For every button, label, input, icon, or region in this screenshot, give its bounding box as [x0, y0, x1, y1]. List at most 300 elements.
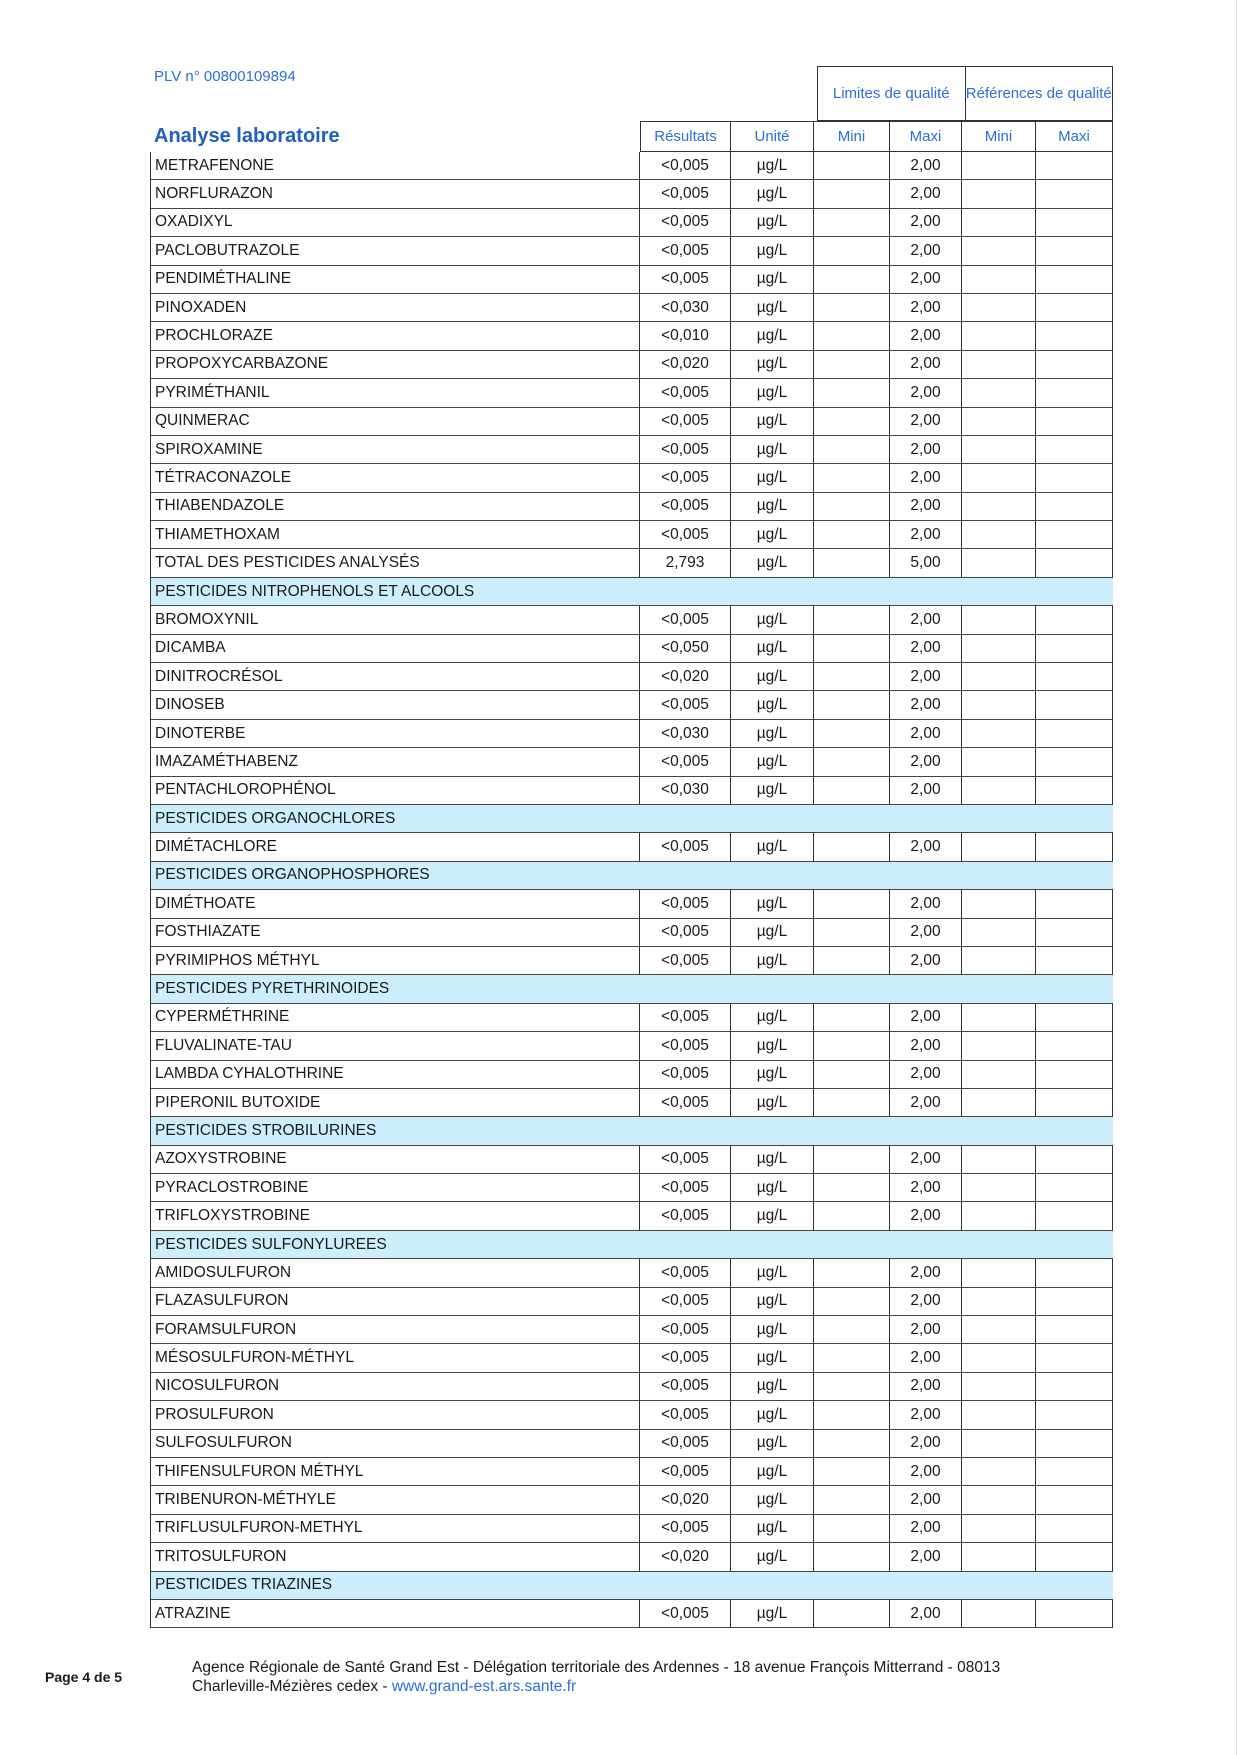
parameter-name: TRIFLUSULFURON-METHYL [150, 1515, 640, 1543]
parameter-name: PYRACLOSTROBINE [150, 1174, 640, 1202]
plv-number: PLV n° 00800109894 [154, 68, 296, 85]
result-value: <0,050 [640, 635, 731, 663]
limit-mini-value [814, 209, 890, 237]
limit-maxi-value: 2,00 [890, 493, 962, 521]
result-value: <0,030 [640, 777, 731, 805]
limit-maxi-value: 2,00 [890, 748, 962, 776]
limit-mini-value [814, 521, 890, 549]
limit-maxi-value: 2,00 [890, 833, 962, 861]
result-value: <0,005 [640, 1430, 731, 1458]
limit-mini-value [814, 1089, 890, 1117]
ref-maxi-value [1036, 322, 1113, 350]
ref-maxi-value [1036, 294, 1113, 322]
table-row [150, 152, 1113, 180]
limit-mini-value [814, 1316, 890, 1344]
ref-maxi-value [1036, 947, 1113, 975]
table-row [150, 1004, 1113, 1032]
ref-maxi-value [1036, 663, 1113, 691]
ref-mini-value [962, 294, 1036, 322]
ref-mini-value [962, 1089, 1036, 1117]
unit-value: µg/L [731, 833, 814, 861]
unit-value: µg/L [731, 663, 814, 691]
limit-maxi-value: 2,00 [890, 294, 962, 322]
result-value: <0,005 [640, 237, 731, 265]
table-row [150, 408, 1113, 436]
unit-value: µg/L [731, 1004, 814, 1032]
limit-mini-value [814, 436, 890, 464]
result-value: <0,005 [640, 379, 731, 407]
result-value: <0,020 [640, 663, 731, 691]
page-number: Page 4 de 5 [45, 1669, 123, 1685]
limit-mini-value [814, 606, 890, 634]
limit-maxi-value: 2,00 [890, 1316, 962, 1344]
parameter-name: LAMBDA CYHALOTHRINE [150, 1061, 640, 1089]
table-row [150, 379, 1113, 407]
limit-mini-value [814, 1458, 890, 1486]
table-row [150, 237, 1113, 265]
ref-mini-value [962, 833, 1036, 861]
ref-maxi-value [1036, 1288, 1113, 1316]
limit-maxi-value: 2,00 [890, 436, 962, 464]
ref-maxi-value [1036, 777, 1113, 805]
limit-maxi-value: 2,00 [890, 1146, 962, 1174]
table-row [150, 1373, 1113, 1401]
limit-maxi-value: 2,00 [890, 1061, 962, 1089]
analysis-table [150, 121, 1113, 1628]
ref-mini-value [962, 152, 1036, 180]
result-value: <0,005 [640, 1061, 731, 1089]
table-row [150, 549, 1113, 577]
limit-mini-value [814, 1486, 890, 1514]
parameter-name: THIAMETHOXAM [150, 521, 640, 549]
unit-value: µg/L [731, 180, 814, 208]
limit-mini-value [814, 152, 890, 180]
ref-maxi-value [1036, 1515, 1113, 1543]
limit-maxi-value: 2,00 [890, 1202, 962, 1230]
ref-maxi-value [1036, 1344, 1113, 1372]
ref-maxi-value [1036, 493, 1113, 521]
limit-mini-value [814, 180, 890, 208]
unit-value: µg/L [731, 691, 814, 719]
ref-mini-value [962, 322, 1036, 350]
limit-mini-value [814, 1061, 890, 1089]
ref-mini-value [962, 691, 1036, 719]
ref-mini-value [962, 1174, 1036, 1202]
ref-maxi-value [1036, 549, 1113, 577]
col-header-ref-maxi: Maxi [1036, 121, 1113, 152]
limit-mini-value [814, 266, 890, 294]
result-value: <0,020 [640, 1543, 731, 1571]
limit-maxi-value: 5,00 [890, 549, 962, 577]
ref-mini-value [962, 1373, 1036, 1401]
ref-mini-value [962, 890, 1036, 918]
parameter-name: THIFENSULFURON MÉTHYL [150, 1458, 640, 1486]
result-value: <0,010 [640, 322, 731, 350]
parameter-name: PROCHLORAZE [150, 322, 640, 350]
table-row [150, 1458, 1113, 1486]
parameter-name: TRIFLOXYSTROBINE [150, 1202, 640, 1230]
result-value: <0,005 [640, 1401, 731, 1429]
parameter-name: NORFLURAZON [150, 180, 640, 208]
limit-mini-value [814, 1032, 890, 1060]
unit-value: µg/L [731, 1146, 814, 1174]
result-value: <0,005 [640, 408, 731, 436]
table-row [150, 1259, 1113, 1287]
ref-maxi-value [1036, 748, 1113, 776]
ref-mini-value [962, 464, 1036, 492]
unit-value: µg/L [731, 1174, 814, 1202]
limit-maxi-value: 2,00 [890, 1344, 962, 1372]
limit-maxi-value: 2,00 [890, 464, 962, 492]
section-header: PESTICIDES TRIAZINES [150, 1572, 1113, 1600]
unit-value: µg/L [731, 1543, 814, 1571]
unit-value: µg/L [731, 1373, 814, 1401]
result-value: <0,005 [640, 1458, 731, 1486]
ref-maxi-value [1036, 1202, 1113, 1230]
ref-mini-value [962, 720, 1036, 748]
ref-mini-value [962, 237, 1036, 265]
limit-mini-value [814, 1515, 890, 1543]
parameter-name: TRIBENURON-MÉTHYLE [150, 1486, 640, 1514]
ref-mini-value [962, 1146, 1036, 1174]
unit-value: µg/L [731, 1344, 814, 1372]
result-value: <0,005 [640, 436, 731, 464]
limit-maxi-value: 2,00 [890, 606, 962, 634]
ref-maxi-value [1036, 919, 1113, 947]
limit-maxi-value: 2,00 [890, 266, 962, 294]
ref-maxi-value [1036, 1089, 1113, 1117]
unit-value: µg/L [731, 1316, 814, 1344]
unit-value: µg/L [731, 351, 814, 379]
parameter-name: PYRIMÉTHANIL [150, 379, 640, 407]
footer-address-line1: Agence Régionale de Santé Grand Est - Délégation territoriale des Ardennes - 18 avenue François Mitterrand - 08013 [192, 1659, 1001, 1676]
table-row [150, 180, 1113, 208]
result-value: <0,005 [640, 209, 731, 237]
parameter-name: PINOXADEN [150, 294, 640, 322]
ref-maxi-value [1036, 209, 1113, 237]
unit-value: µg/L [731, 947, 814, 975]
limit-mini-value [814, 294, 890, 322]
footer-website-link[interactable]: www.grand-est.ars.sante.fr [391, 1678, 577, 1695]
result-value: <0,020 [640, 1486, 731, 1514]
parameter-name: PROPOXYCARBAZONE [150, 351, 640, 379]
unit-value: µg/L [731, 1486, 814, 1514]
limit-maxi-value: 2,00 [890, 777, 962, 805]
limit-mini-value [814, 947, 890, 975]
table-row [150, 266, 1113, 294]
parameter-name: TOTAL DES PESTICIDES ANALYSÉS [150, 549, 640, 577]
unit-value: µg/L [731, 1515, 814, 1543]
result-value: <0,005 [640, 919, 731, 947]
table-row [150, 947, 1113, 975]
parameter-name: OXADIXYL [150, 209, 640, 237]
unit-value: µg/L [731, 408, 814, 436]
ref-maxi-value [1036, 1373, 1113, 1401]
ref-mini-value [962, 635, 1036, 663]
unit-value: µg/L [731, 748, 814, 776]
limit-mini-value [814, 833, 890, 861]
parameter-name: BROMOXYNIL [150, 606, 640, 634]
quality-references-label: Références de qualité [965, 67, 1113, 120]
parameter-name: SULFOSULFURON [150, 1430, 640, 1458]
ref-mini-value [962, 1288, 1036, 1316]
unit-value: µg/L [731, 919, 814, 947]
limit-maxi-value: 2,00 [890, 635, 962, 663]
unit-value: µg/L [731, 1089, 814, 1117]
result-value: <0,005 [640, 1259, 731, 1287]
limit-mini-value [814, 1430, 890, 1458]
unit-value: µg/L [731, 1401, 814, 1429]
result-value: <0,005 [640, 1344, 731, 1372]
limit-maxi-value: 2,00 [890, 180, 962, 208]
section-header: PESTICIDES SULFONYLUREES [150, 1231, 1113, 1259]
ref-maxi-value [1036, 1146, 1113, 1174]
ref-maxi-value [1036, 1458, 1113, 1486]
col-header-limit-maxi: Maxi [890, 121, 962, 152]
parameter-name: PENDIMÉTHALINE [150, 266, 640, 294]
section-header: PESTICIDES ORGANOCHLORES [150, 805, 1113, 833]
parameter-name: METRAFENONE [150, 152, 640, 180]
ref-mini-value [962, 521, 1036, 549]
parameter-name: QUINMERAC [150, 408, 640, 436]
table-row [150, 1288, 1113, 1316]
table-row [150, 1174, 1113, 1202]
ref-mini-value [962, 1344, 1036, 1372]
result-value: <0,005 [640, 1146, 731, 1174]
result-value: <0,005 [640, 493, 731, 521]
parameter-name: DINOSEB [150, 691, 640, 719]
limit-mini-value [814, 1202, 890, 1230]
result-value: <0,005 [640, 890, 731, 918]
limit-maxi-value: 2,00 [890, 351, 962, 379]
table-row [150, 1061, 1113, 1089]
unit-value: µg/L [731, 209, 814, 237]
limit-mini-value [814, 1174, 890, 1202]
parameter-name: FOSTHIAZATE [150, 919, 640, 947]
limit-maxi-value: 2,00 [890, 379, 962, 407]
ref-maxi-value [1036, 606, 1113, 634]
ref-mini-value [962, 1543, 1036, 1571]
table-row [150, 436, 1113, 464]
table-row [150, 322, 1113, 350]
parameter-name: DINOTERBE [150, 720, 640, 748]
result-value: <0,005 [640, 1174, 731, 1202]
ref-maxi-value [1036, 436, 1113, 464]
ref-mini-value [962, 1430, 1036, 1458]
parameter-name: CYPERMÉTHRINE [150, 1004, 640, 1032]
ref-maxi-value [1036, 266, 1113, 294]
ref-mini-value [962, 351, 1036, 379]
table-row [150, 890, 1113, 918]
parameter-name: THIABENDAZOLE [150, 493, 640, 521]
limit-maxi-value: 2,00 [890, 1089, 962, 1117]
parameter-name: PYRIMIPHOS MÉTHYL [150, 947, 640, 975]
result-value: <0,005 [640, 152, 731, 180]
section-header: PESTICIDES STROBILURINES [150, 1117, 1113, 1145]
table-row [150, 464, 1113, 492]
ref-maxi-value [1036, 408, 1113, 436]
result-value: <0,030 [640, 294, 731, 322]
limit-mini-value [814, 322, 890, 350]
unit-value: µg/L [731, 635, 814, 663]
limit-mini-value [814, 919, 890, 947]
limit-maxi-value: 2,00 [890, 720, 962, 748]
result-value: <0,005 [640, 1316, 731, 1344]
table-body [150, 152, 1113, 1628]
parameter-name: FLUVALINATE-TAU [150, 1032, 640, 1060]
parameter-name: AMIDOSULFURON [150, 1259, 640, 1287]
ref-maxi-value [1036, 1316, 1113, 1344]
unit-value: µg/L [731, 720, 814, 748]
table-row [150, 748, 1113, 776]
result-value: <0,005 [640, 1515, 731, 1543]
limit-maxi-value: 2,00 [890, 408, 962, 436]
ref-maxi-value [1036, 1486, 1113, 1514]
page-title: Analyse laboratoire [154, 125, 340, 147]
table-row [150, 1316, 1113, 1344]
footer-city: Charleville-Mézières cedex - [192, 1678, 392, 1695]
ref-mini-value [962, 1515, 1036, 1543]
ref-mini-value [962, 209, 1036, 237]
table-row [150, 1202, 1113, 1230]
ref-mini-value [962, 1600, 1036, 1628]
ref-mini-value [962, 919, 1036, 947]
unit-value: µg/L [731, 1202, 814, 1230]
result-value: 2,793 [640, 549, 731, 577]
footer-address-line2 [192, 1677, 1000, 1696]
limit-mini-value [814, 464, 890, 492]
limit-maxi-value: 2,00 [890, 1430, 962, 1458]
limit-mini-value [814, 1600, 890, 1628]
parameter-name: PROSULFURON [150, 1401, 640, 1429]
result-value: <0,005 [640, 266, 731, 294]
result-value: <0,005 [640, 691, 731, 719]
ref-mini-value [962, 266, 1036, 294]
ref-maxi-value [1036, 1032, 1113, 1060]
table-row [150, 1344, 1113, 1372]
table-row [150, 294, 1113, 322]
parameter-name: ATRAZINE [150, 1600, 640, 1628]
result-value: <0,005 [640, 748, 731, 776]
unit-value: µg/L [731, 152, 814, 180]
ref-mini-value [962, 436, 1036, 464]
table-row [150, 1089, 1113, 1117]
ref-mini-value [962, 1202, 1036, 1230]
limit-mini-value [814, 748, 890, 776]
table-row [150, 833, 1113, 861]
footer [192, 1658, 1000, 1696]
table-row [150, 919, 1113, 947]
col-header-ref-mini: Mini [962, 121, 1036, 152]
ref-maxi-value [1036, 237, 1113, 265]
result-value: <0,005 [640, 1600, 731, 1628]
ref-mini-value [962, 408, 1036, 436]
unit-value: µg/L [731, 237, 814, 265]
limit-mini-value [814, 1146, 890, 1174]
ref-maxi-value [1036, 379, 1113, 407]
limit-mini-value [814, 720, 890, 748]
ref-mini-value [962, 1259, 1036, 1287]
ref-mini-value [962, 1458, 1036, 1486]
table-row [150, 1486, 1113, 1514]
limit-mini-value [814, 691, 890, 719]
unit-value: µg/L [731, 322, 814, 350]
ref-maxi-value [1036, 464, 1113, 492]
table-row [150, 1515, 1113, 1543]
parameter-name: AZOXYSTROBINE [150, 1146, 640, 1174]
parameter-name: DINITROCRÉSOL [150, 663, 640, 691]
parameter-name: DIMÉTACHLORE [150, 833, 640, 861]
ref-maxi-value [1036, 720, 1113, 748]
ref-mini-value [962, 748, 1036, 776]
parameter-name: FORAMSULFURON [150, 1316, 640, 1344]
ref-mini-value [962, 549, 1036, 577]
limit-mini-value [814, 493, 890, 521]
unit-value: µg/L [731, 1259, 814, 1287]
unit-value: µg/L [731, 606, 814, 634]
limit-maxi-value: 2,00 [890, 1032, 962, 1060]
ref-maxi-value [1036, 180, 1113, 208]
result-value: <0,005 [640, 521, 731, 549]
ref-mini-value [962, 1316, 1036, 1344]
col-header-limit-mini: Mini [814, 121, 890, 152]
parameter-name: TRITOSULFURON [150, 1543, 640, 1571]
unit-value: µg/L [731, 521, 814, 549]
limit-mini-value [814, 663, 890, 691]
limit-maxi-value: 2,00 [890, 1174, 962, 1202]
unit-value: µg/L [731, 266, 814, 294]
ref-maxi-value [1036, 833, 1113, 861]
limit-maxi-value: 2,00 [890, 1401, 962, 1429]
limit-maxi-value: 2,00 [890, 890, 962, 918]
parameter-name: DIMÉTHOATE [150, 890, 640, 918]
limit-mini-value [814, 1259, 890, 1287]
ref-mini-value [962, 1486, 1036, 1514]
unit-value: µg/L [731, 493, 814, 521]
limit-mini-value [814, 1401, 890, 1429]
limit-maxi-value: 2,00 [890, 1259, 962, 1287]
unit-value: µg/L [731, 464, 814, 492]
ref-mini-value [962, 379, 1036, 407]
unit-value: µg/L [731, 436, 814, 464]
result-value: <0,005 [640, 464, 731, 492]
table-row [150, 606, 1113, 634]
table-row [150, 351, 1113, 379]
ref-maxi-value [1036, 1061, 1113, 1089]
limit-mini-value [814, 351, 890, 379]
limit-mini-value [814, 1344, 890, 1372]
limit-maxi-value: 2,00 [890, 209, 962, 237]
ref-maxi-value [1036, 521, 1113, 549]
table-row [150, 1032, 1113, 1060]
limit-maxi-value: 2,00 [890, 919, 962, 947]
unit-value: µg/L [731, 777, 814, 805]
limit-mini-value [814, 1373, 890, 1401]
limit-maxi-value: 2,00 [890, 1486, 962, 1514]
ref-maxi-value [1036, 1174, 1113, 1202]
limit-maxi-value: 2,00 [890, 1288, 962, 1316]
result-value: <0,005 [640, 1032, 731, 1060]
limit-maxi-value: 2,00 [890, 947, 962, 975]
result-value: <0,020 [640, 351, 731, 379]
result-value: <0,005 [640, 180, 731, 208]
unit-value: µg/L [731, 890, 814, 918]
ref-mini-value [962, 947, 1036, 975]
limit-maxi-value: 2,00 [890, 691, 962, 719]
ref-maxi-value [1036, 1543, 1113, 1571]
parameter-name: SPIROXAMINE [150, 436, 640, 464]
limit-maxi-value: 2,00 [890, 322, 962, 350]
